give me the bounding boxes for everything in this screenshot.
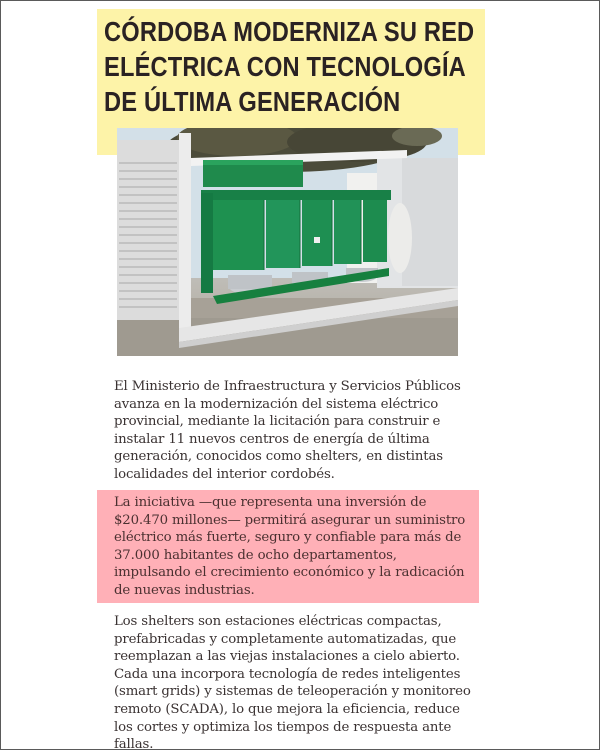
text-line: impulsando el crecimiento económico y la radicación xyxy=(114,565,465,581)
text-line: El Ministerio de Infraestructura y Servicios Públicos xyxy=(114,379,461,394)
text-line: prefabricadas y completamente automatizadas, que xyxy=(114,631,457,647)
headline-line: CÓRDOBA MODERNIZA SU RED xyxy=(104,16,475,47)
text-line: avanza en la modernización del sistema eléctrico xyxy=(114,396,439,412)
text-line: Los shelters son estaciones eléctricas compactas, xyxy=(114,614,442,629)
text-line: La iniciativa —que representa una inversión de xyxy=(114,495,427,510)
text-line: reemplazan a las viejas instalaciones a cielo abierto. xyxy=(114,649,460,665)
text-line: 37.000 habitantes de ocho departamentos, xyxy=(114,547,397,563)
text-line: provincial, mediante la licitación para construir e xyxy=(114,414,441,430)
text-line: localidades del interior cordobés. xyxy=(114,466,335,482)
text-line: Cada una incorpora tecnología de redes inteligentes xyxy=(114,666,461,682)
text-line: los cortes y optimiza los tiempos de respuesta ante xyxy=(114,719,452,735)
headline-line: ELÉCTRICA CON TECNOLOGÍA xyxy=(104,51,466,82)
transformer-illustration xyxy=(117,128,458,356)
text-line: de nuevas industrias. xyxy=(114,582,255,598)
shelters-paragraph xyxy=(114,613,494,754)
highlighted-paragraph xyxy=(114,494,489,600)
text-line: eléctrico más fuerte, seguro y confiable para más de xyxy=(114,530,462,546)
headline-line: DE ÚLTIMA GENERACIÓN xyxy=(104,86,401,117)
text-line: (smart grids) y sistemas de teleoperación y monitoreo xyxy=(114,684,471,700)
text-line: generación, conocidos como shelters, en distintas xyxy=(114,449,443,465)
text-line: fallas. xyxy=(114,737,154,753)
intro-paragraph xyxy=(114,378,494,484)
text-line: $20.470 millones— permitirá asegurar un suministro xyxy=(114,512,466,528)
text-line: instalar 11 nuevos centros de energía de última xyxy=(114,431,430,447)
headline xyxy=(104,14,475,119)
transformer-photo xyxy=(117,128,458,356)
text-line: remoto (SCADA), lo que mejora la eficiencia, reduce xyxy=(114,701,460,717)
